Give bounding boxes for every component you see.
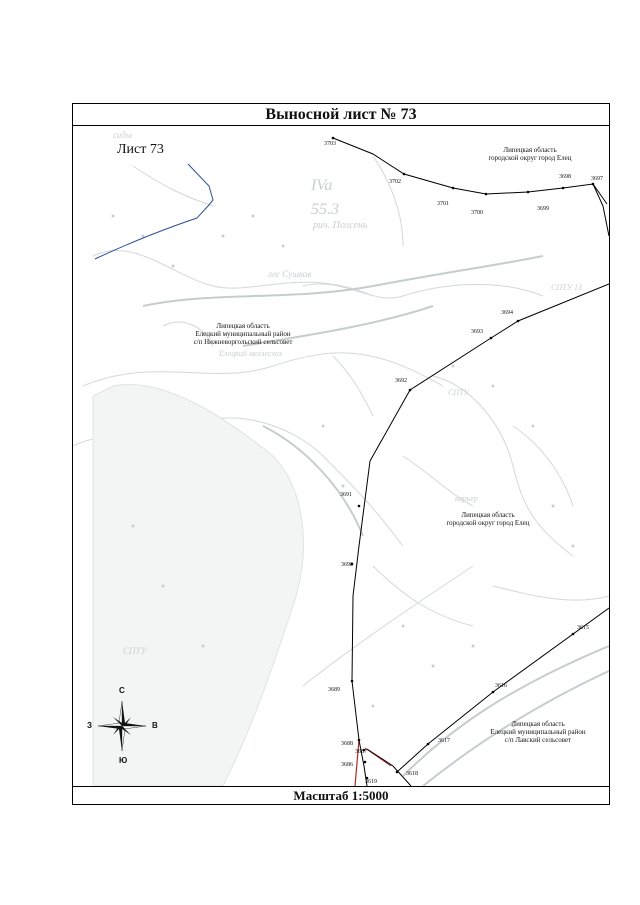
point-label-3693: 3693 [471,329,483,335]
point-label-3688: 3688 [341,741,353,747]
background-label-sptu-1: СПТУ [123,646,147,656]
compass-north-label: С [119,686,125,695]
background-label-plot-code-bottom: 55.3 [311,201,339,218]
region-top-right-line-1: Липецкая область [503,146,557,154]
region-center-right-line-1: Липецкая область [461,511,515,519]
point-label-3703: 3703 [324,141,336,147]
point-label-3616: 3616 [495,683,507,689]
region-label-bottom-right [473,720,603,744]
background-label-river: рич. Полсень [313,220,368,231]
point-label-3700: 3700 [471,210,483,216]
region-center-right-line-2: городской округ город Елец [446,519,530,527]
region-left-line-1: Липецкая область [216,322,270,330]
region-label-top-right [475,146,585,162]
point-label-3697: 3697 [591,176,603,182]
point-label-3699: 3699 [537,206,549,212]
region-label-left [173,322,313,346]
region-left-line-2: Елецкий муниципальный район [195,330,291,338]
region-bottom-right-line-1: Липецкая область [511,720,565,728]
point-label-3691: 3691 [340,492,352,498]
point-label-3702: 3702 [389,179,401,185]
boundary-lower-right [397,608,609,772]
region-bottom-right-line-2: Елецкий муниципальный район [490,728,586,736]
region-top-right-line-2: городской округ город Елец [488,154,572,162]
region-label-center-right [428,511,548,527]
scale-label: Масштаб 1:5000 [73,786,609,804]
point-label-3694: 3694 [501,310,513,316]
point-label-3692: 3692 [395,378,407,384]
point-label-3701: 3701 [437,201,449,207]
region-bottom-right-line-3: с/п Лавский сельсовет [504,736,572,744]
compass-south-label: Ю [119,756,128,765]
background-label-sptu-3: СПТУ [448,388,469,397]
sheet-title: Выносной лист № 73 [73,104,609,126]
point-label-3619: 3619 [365,779,377,785]
boundary-central [352,284,609,786]
map-sheet [72,103,610,805]
map-canvas [73,126,609,786]
boundary-red [355,740,359,786]
point-label-3618: 3618 [406,771,418,777]
point-label-3687: 3687 [355,749,367,755]
map-area[interactable] [73,126,609,786]
boundary-point-markers [332,137,595,780]
point-label-3689: 3689 [328,687,340,693]
compass-rose [87,686,158,765]
region-left-line-3: с/п Нижневоргольский сельсовет [193,338,293,346]
compass-star-icon [92,695,152,757]
background-label-forest: лес Сушков [268,269,312,279]
point-label-3698: 3698 [559,174,571,180]
background-label-gardens: сады [113,130,132,140]
boundary-blue [95,164,213,259]
boundary-top-right [593,184,609,236]
compass-east-label: В [152,721,158,730]
background-label-sptu-2: СПТУ 13 [551,283,582,292]
compass-west-label: З [87,721,93,730]
background-label-quarry: карьер [455,494,478,503]
background-label-forestry: Елецкий мехлесхоз [219,349,282,358]
point-label-3615: 3615 [577,625,589,631]
point-label-3617: 3617 [438,738,450,744]
background-label-plot-code-top: IVa [311,177,333,194]
sheet-label: Лист 73 [117,142,164,157]
point-label-3686: 3686 [341,762,353,768]
point-label-3690: 3690 [341,562,353,568]
